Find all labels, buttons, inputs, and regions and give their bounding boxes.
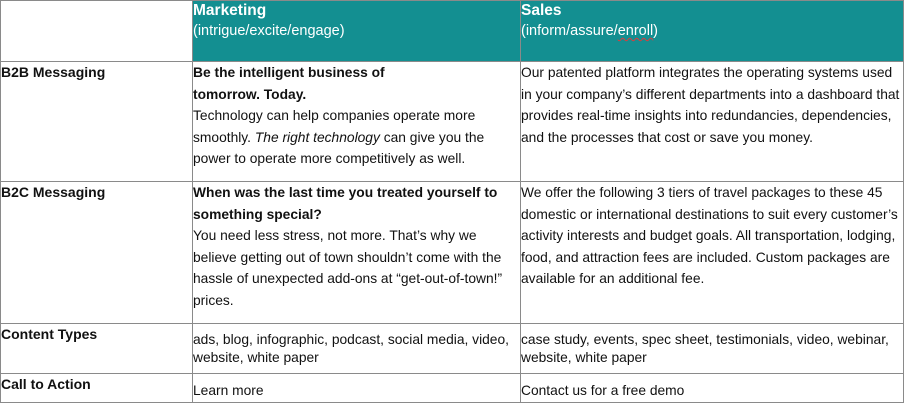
sales-header-subtitle (521, 21, 903, 41)
corner-cell (1, 1, 193, 62)
table-row-cta (1, 374, 904, 403)
b2c-sales-cell: We offer the following 3 tiers of travel packages to these 45 domestic or international destinations to suit every customer’s activity interests and budget goals. All transportation, lodging, food, and attraction fees are included. Custom packages are available for an additional fee. (521, 182, 904, 324)
b2c-marketing-headline: When was the last time you treated yourself to something special? (193, 185, 498, 222)
header-row (1, 1, 904, 62)
content-types-sales-cell: case study, events, spec sheet, testimonials, video, webinar, website, white paper (521, 324, 904, 374)
content-types-marketing-cell: ads, blog, infographic, podcast, social media, video, website, white paper (193, 324, 521, 374)
row-label-cta: Call to Action (1, 374, 193, 403)
b2c-marketing-cell (193, 182, 521, 324)
b2b-marketing-body-italic: The right technology (254, 129, 380, 145)
row-label-b2c: B2C Messaging (1, 182, 193, 324)
cta-sales-cell: Contact us for a free demo (521, 374, 904, 403)
b2b-marketing-body-2: can give you the power to operate more competitively as well. (193, 129, 485, 166)
row-label-content-types: Content Types (1, 324, 193, 374)
marketing-header-title: Marketing (193, 2, 267, 19)
table-row-b2c (1, 182, 904, 324)
b2b-marketing-cell (193, 62, 521, 182)
table-row-content-types (1, 324, 904, 374)
sales-header-title: Sales (521, 2, 562, 19)
sales-sub-flagged-word: enroll (617, 23, 654, 39)
b2b-marketing-headline-2: tomorrow. Today. (193, 86, 307, 102)
b2b-sales-cell: Our patented platform integrates the operating systems used in your company’s different departments into a dashboard that provides real-time insights into redundancies, dependencies, and the processes that cost or save you money. (521, 62, 904, 182)
b2b-marketing-headline-1: Be the intelligent business of (193, 65, 385, 80)
sales-header (521, 1, 904, 62)
b2b-marketing-body-1: Technology can help companies operate more smoothly. (193, 108, 476, 145)
sales-sub-prefix: (inform/assure/ (521, 23, 618, 39)
cta-marketing-cell: Learn more (193, 374, 521, 403)
table-row-b2b (1, 62, 904, 182)
sales-sub-suffix: ) (653, 23, 659, 39)
b2c-marketing-body: You need less stress, not more. That’s why we believe getting out of town shouldn’t come with the hassle of unexpected add-ons at “get-out-of-town!” prices. (193, 228, 503, 308)
marketing-header (193, 1, 521, 62)
marketing-header-subtitle: (intrigue/excite/engage) (193, 23, 345, 39)
row-label-b2b: B2B Messaging (1, 62, 193, 182)
